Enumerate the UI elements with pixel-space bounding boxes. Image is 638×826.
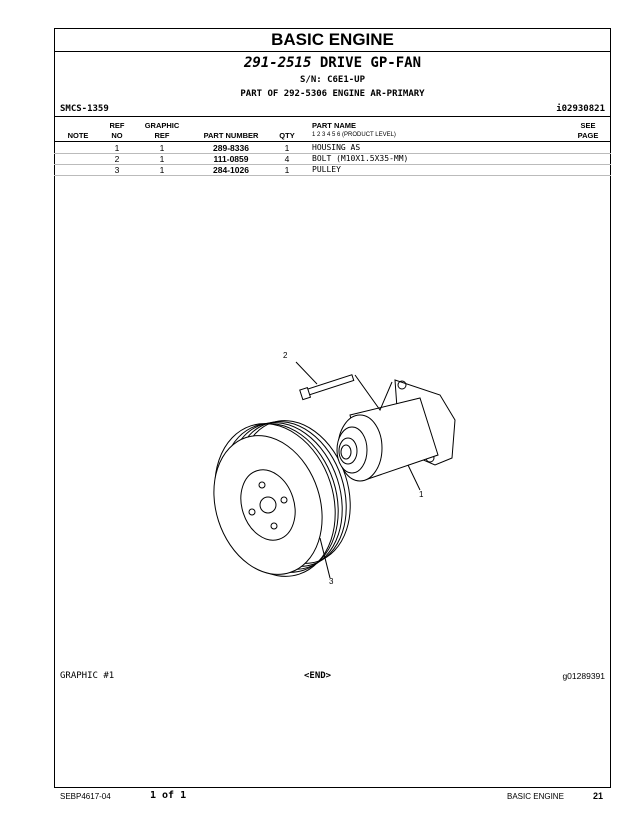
row-3-graphic: 1 (159, 165, 165, 175)
header-see-2: PAGE (577, 131, 599, 140)
table-top-rule (54, 116, 611, 117)
part-of: PART OF 292-5306 ENGINE AR-PRIMARY (240, 89, 425, 99)
graphic-label: GRAPHIC #1 (60, 671, 115, 681)
row-1-graphic: 1 (159, 143, 165, 153)
callout-1: 1 (419, 490, 424, 499)
part-title (54, 55, 611, 71)
row-3-divider (54, 175, 611, 176)
footer-section: BASIC ENGINE (507, 792, 564, 801)
row-3-qty: 1 (284, 165, 290, 175)
table-header-rule (54, 141, 611, 142)
row-3-name: PULLEY (312, 165, 341, 174)
row-1-ref: 1 (114, 143, 120, 153)
header-qty: QTY (279, 131, 295, 140)
row-3-part-number: 284-1026 (213, 165, 249, 175)
serial-number: S/N: C6E1-UP (299, 75, 366, 85)
header-note: NOTE (67, 131, 89, 140)
row-3-ref: 3 (114, 165, 120, 175)
callout-3: 3 (329, 577, 334, 586)
row-1-part-number: 289-8336 (213, 143, 249, 153)
page-number: 21 (593, 791, 604, 801)
row-2-ref: 2 (114, 154, 120, 164)
section-title: BASIC ENGINE (54, 28, 611, 52)
exploded-view-illustration (180, 340, 480, 600)
row-2-graphic: 1 (159, 154, 165, 164)
part-name: DRIVE GP-FAN (319, 55, 422, 71)
graphic-id: g01289391 (562, 671, 605, 681)
header-ref-2: NO (111, 131, 123, 140)
row-2-qty: 4 (284, 154, 290, 164)
row-2-part-number: 111-0859 (213, 154, 249, 164)
header-see-1: SEE (580, 121, 596, 130)
callout-2: 2 (283, 351, 288, 360)
ident-code: i02930821 (556, 104, 605, 114)
row-1-name: HOUSING AS (312, 143, 361, 152)
page-of: 1 of 1 (150, 790, 187, 801)
bolt-drawing (300, 375, 354, 400)
row-1-qty: 1 (284, 143, 290, 153)
header-part-name: PART NAME (312, 121, 357, 130)
doc-number: SEBP4617-04 (60, 792, 111, 801)
smcs-code: SMCS-1359 (60, 104, 109, 114)
header-graphic-2: REF (154, 131, 170, 140)
part-number: 291-2515 (243, 55, 312, 71)
housing-drawing (337, 380, 455, 481)
header-part-number: PART NUMBER (203, 131, 259, 140)
row-2-name: BOLT (M10X1.5X35-MM) (312, 154, 409, 163)
header-ref-1: REF (109, 121, 125, 130)
header-product-level: 1 2 3 4 5 6 (PRODUCT LEVEL) (312, 132, 396, 138)
end-marker: <END> (304, 671, 332, 681)
header-graphic-1: GRAPHIC (144, 121, 180, 130)
